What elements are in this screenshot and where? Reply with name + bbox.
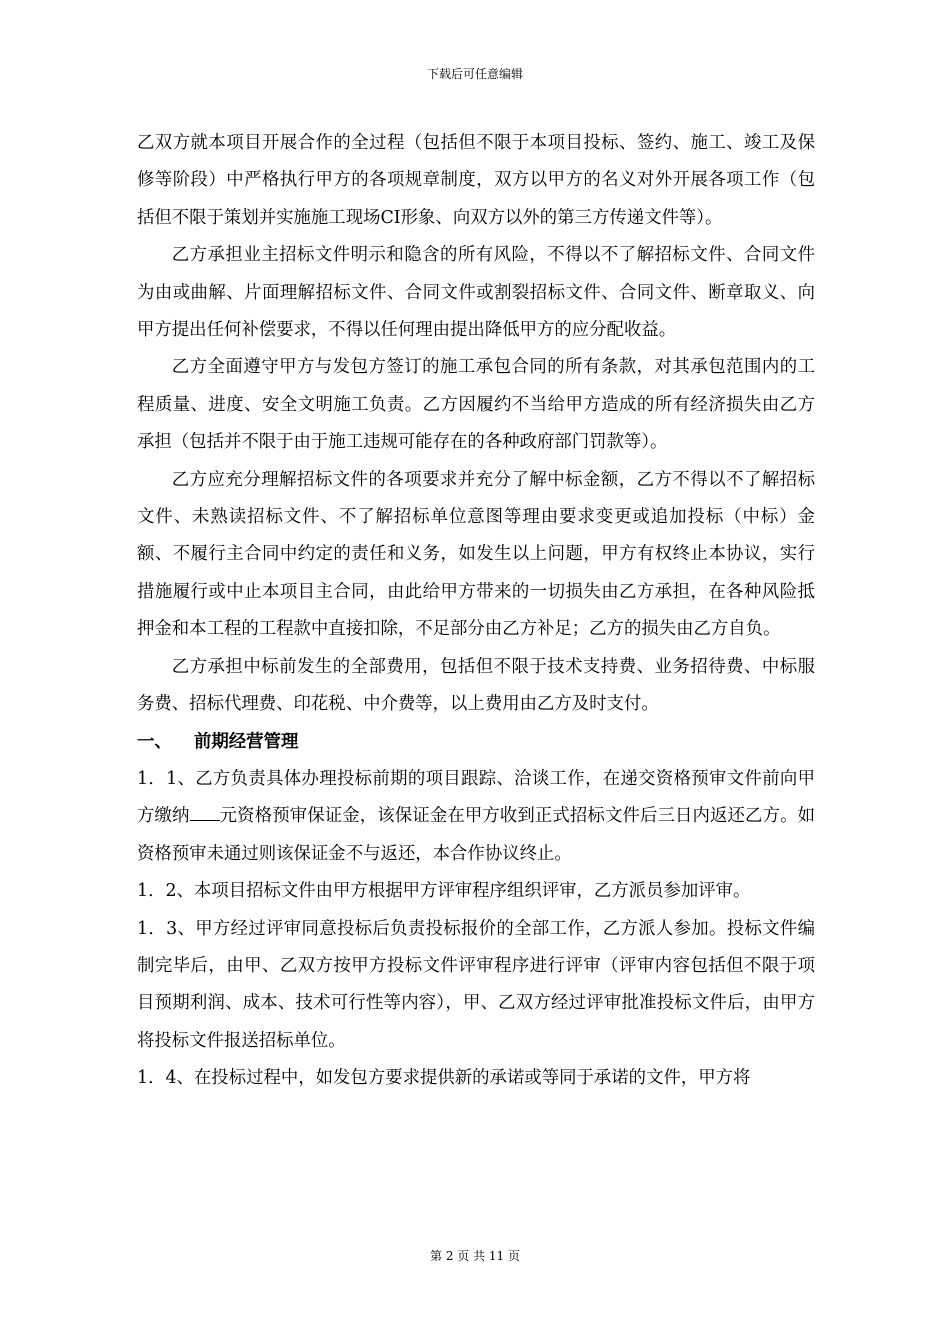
paragraph-4: 乙方应充分理解招标文件的各项要求并充分了解中标金额，乙方不得以不了解招标文件、未熟读招标文件、不了解招标单位意图等理由要求变更或追加投标（中标）金额、不履行主合同中约定的责任和义务，如发生以上问题，甲方有权终止本协议，实行措施履行或中止本项目主合同，由此给甲方带来的一切损失由乙方承担，在各种风险抵押金和本工程的工程款中直接扣除，不足部分由乙方补足；乙方的损失由乙方自负。 (137, 469, 815, 640)
page-footer: 第 2 页 共 11 页 (430, 1249, 520, 1263)
section-number: 一、 (137, 731, 172, 752)
document-body (137, 125, 815, 1098)
clause-1-4: 1．4、在投标过程中，如发包方要求提供新的承诺或等同于承诺的文件，甲方将 (137, 1068, 751, 1089)
clause-1-1 (137, 761, 815, 873)
clause-1-1-part-a: 1．1、乙方负责具体办理投标前期的项目跟踪、洽谈工作，在递交资格预审文件前向甲方缴纳 (137, 768, 815, 827)
paragraph-2: 乙方承担业主招标文件明示和隐含的所有风险，不得以不了解招标文件、合同文件为由或曲解、片面理解招标文件、合同文件或割裂招标文件、合同文件、断章取义、向甲方提出任何补偿要求，不得以任何理由提出降低甲方的应分配收益。 (137, 245, 815, 341)
fill-in-blank (190, 804, 220, 821)
section-title: 前期经营管理 (194, 731, 299, 752)
clause-1-3: 1．3、甲方经过评审同意投标后负责投标报价的全部工作，乙方派人参加。投标文件编制完毕后，由甲、乙双方按甲方投标文件评审程序进行评审（评审内容包括但不限于项目预期利润、成本、技术可行性等内容），甲、乙双方经过评审批准投标文件后，由甲方将投标文件报送招标单位。 (137, 918, 815, 1051)
section-heading (137, 724, 815, 761)
clause-1-1-part-b: 元资格预审保证金，该保证金在甲方收到正式招标文件后三日内返还乙方。如资格预审未通过则该保证金不与返还，本合作协议终止。 (137, 806, 815, 864)
page-header: 下载后可任意编辑 (426, 67, 523, 81)
clause-1-2: 1．2、本项目招标文件由甲方根据甲方评审程序组织评审，乙方派员参加评审。 (137, 881, 751, 902)
paragraph-3: 乙方全面遵守甲方与发包方签订的施工承包合同的所有条款，对其承包范围内的工程质量、进度、安全文明施工负责。乙方因履约不当给甲方造成的所有经济损失由乙方承担（包括并不限于由于施工违规可能存在的各种政府部门罚款等）。 (137, 357, 815, 453)
paragraph-5: 乙方承担中标前发生的全部费用，包括但不限于技术支持费、业务招待费、中标服务费、招标代理费、印花税、中介费等，以上费用由乙方及时支付。 (137, 656, 815, 715)
paragraph-1: 乙双方就本项目开展合作的全过程（包括但不限于本项目投标、签约、施工、竣工及保修等阶段）中严格执行甲方的各项规章制度，双方以甲方的名义对外开展各项工作（包括但不限于策划并实施施工现场CI形象、向双方以外的第三方传递文件等）。 (137, 133, 815, 228)
